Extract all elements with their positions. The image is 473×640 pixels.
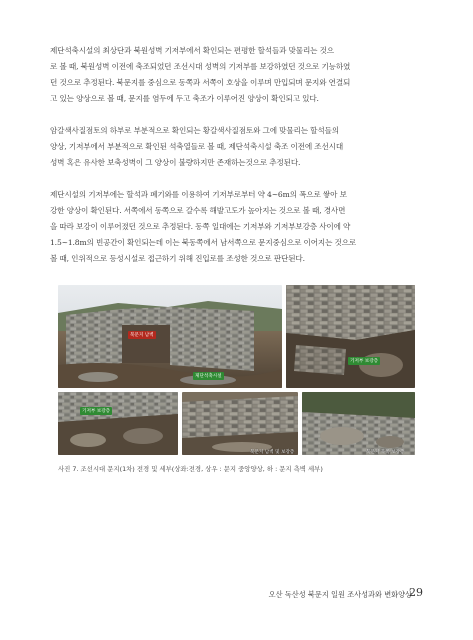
text-line: 성벽 혹은 유사한 보축성벽이 그 양상이 불량하지만 존재하는것으로 추정된다. (50, 158, 301, 168)
text-line: 암갈색사질점토의 하부로 부분적으로 확인되는 황갈색사질점토와 그에 맞물리는 할석들의 (50, 126, 339, 135)
text-line: 을 따라 보강이 이루어졌던 것으로 추정된다. 동쪽 일대에는 기저부와 기저부보강층 사이에 약 (50, 222, 351, 232)
text-line: 강한 양상이 확인된다. 서쪽에서 동쪽으로 갈수록 해발고도가 높아지는 것으로 볼 때, 경사면 (50, 206, 346, 216)
paragraph-1 (50, 43, 422, 107)
text-line: 로 볼 때, 북원성벽 이전에 축조되었던 조선시대 성벽의 기저부를 보강하였던 것으로 기능하였 (50, 62, 351, 72)
label-north-gate-north-reinforcement: 북문지 북쪽 보강층 (366, 450, 405, 455)
text-line: 볼 때, 인위적으로 등성시설로 접근하기 위해 진입로를 조성한 것으로 판단된다. (50, 254, 305, 264)
text-line: 고 있는 양상으로 볼 때, 문지를 염두에 두고 축조가 이루어진 양상이 확인되고 있다. (50, 94, 319, 104)
text-line: 던 것으로 추정된다. 북문지를 중심으로 동쪽과 서쪽이 호상을 이루며 만입되며 문지와 연결되 (50, 78, 351, 88)
text-line: 양상, 기저부에서 부분적으로 확인된 석축열들로 볼 때, 제단석축시설 축조 이전에 조선시대 (50, 142, 344, 152)
photo-gate-overview (58, 285, 282, 388)
label-foundation-reinforcement: 기저부 보강층 (350, 359, 379, 364)
photo-side-wall-detail-2 (182, 392, 298, 455)
photo-gate-center (286, 285, 415, 388)
side-wall-image (58, 392, 178, 455)
stone-wall-image (58, 285, 282, 388)
label-north-gate-south-wall-reinforcement: 북문지 남벽 및 보강층 (250, 450, 295, 455)
paragraph-2 (50, 123, 422, 171)
label-altar-foundation: 제단석축시설 (195, 374, 222, 379)
photo-side-wall-detail-3 (302, 392, 415, 455)
stone-detail-image (286, 285, 415, 388)
photo-side-wall-detail-1 (58, 392, 178, 455)
page-number: 29 (409, 586, 423, 599)
text-line: 제단시설의 기저부에는 할석과 폐기와를 이용하여 기저부로부터 약 4~6m의 폭으로 쌓아 보 (50, 190, 347, 199)
running-footer-title: 오산 독산성 북문지 일원 조사성과와 변화양상 (268, 590, 412, 599)
figure-caption: 사진 7. 조선시대 문지(1차) 전경 및 세부(상좌:전경, 상우 : 문지 중앙양상, 하 : 문지 측벽 세부) (58, 465, 323, 473)
paragraph-3 (50, 187, 422, 267)
text-line: 제단석축시설의 최상단과 북원성벽 기저부에서 확인되는 편평한 할석들과 맞물리는 것으 (50, 46, 334, 55)
side-wall-image (302, 392, 415, 455)
label-foundation-reinforcement-2: 기저부 보강층 (82, 409, 111, 414)
label-north-gate-south-wall: 북문지 남벽 (130, 333, 154, 338)
text-line: 1.5~1.8m의 빈공간이 확인되는데 이는 북동쪽에서 남서쪽으로 문지중심으로 이어지는 것으로 (50, 238, 357, 248)
side-wall-image (182, 392, 298, 455)
